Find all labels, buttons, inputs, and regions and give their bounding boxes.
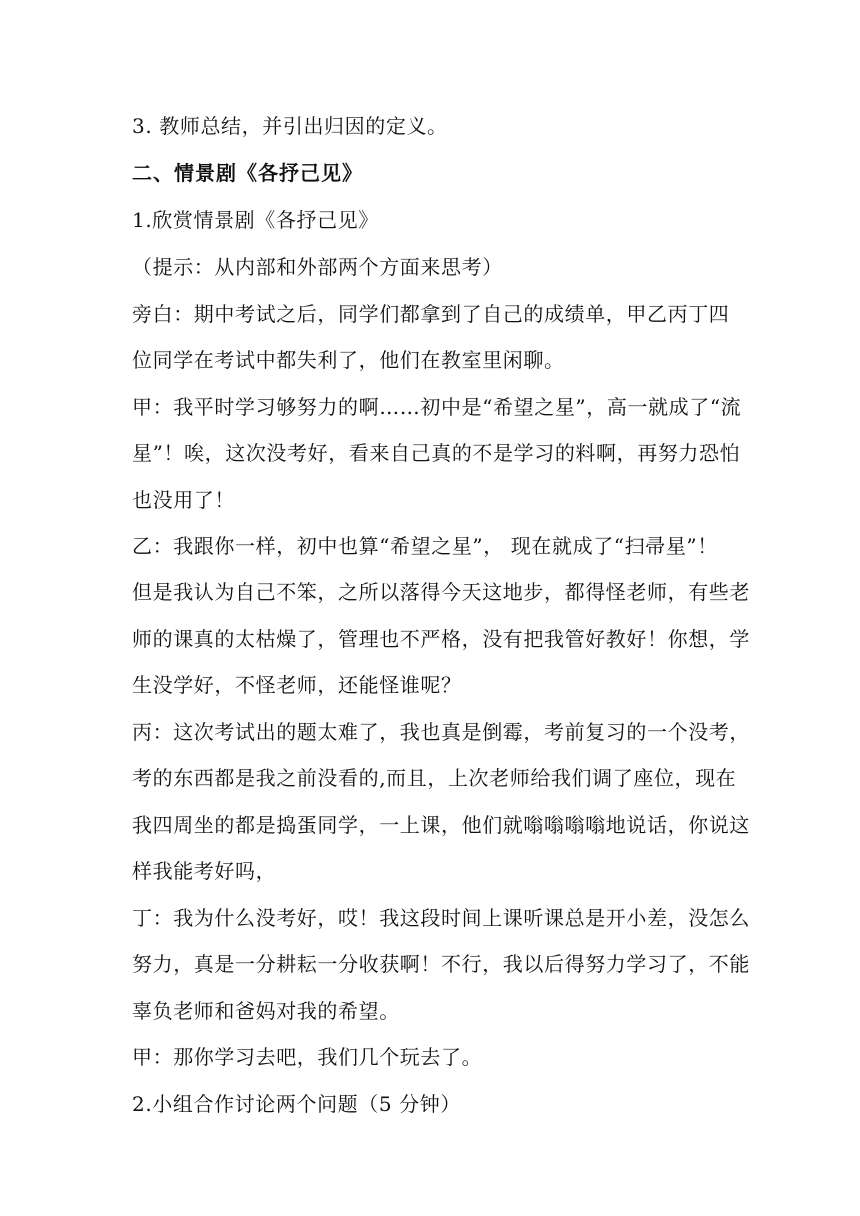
dialogue-jia-line-2: 星”！唉，这次没考好，看来自己真的不是学习的料啊，再努力恐怕	[132, 441, 741, 465]
discussion-step-line: 2.小组合作讨论两个问题（5 分钟）	[132, 1092, 461, 1116]
dialogue-ding-line-2: 努力，真是一分耕耘一分收获啊！不行，我以后得努力学习了，不能	[132, 952, 750, 976]
dialogue-yi-line-4: 生没学好，不怪老师，还能怪谁呢？	[132, 673, 462, 697]
dialogue-ding-line-1: 丁：我为什么没考好，哎！我这段时间上课听课总是开小差，没怎么	[132, 906, 750, 930]
dialogue-bing-line-3: 我四周坐的都是捣蛋同学，一上课，他们就嗡嗡嗡嗡地说话，你说这	[132, 813, 750, 837]
dialogue-yi-line-3: 师的课真的太枯燥了，管理也不严格，没有把我管好教好！你想，学	[132, 627, 750, 651]
dialogue-jia-line-3: 也没用了！	[132, 488, 235, 512]
section-heading: 二、情景剧《各抒己见》	[132, 161, 363, 185]
dialogue-yi-line-2: 但是我认为自己不笨，之所以落得今天这地步，都得怪老师，有些老	[132, 580, 750, 604]
dialogue-jia-final-line: 甲：那你学习去吧，我们几个玩去了。	[132, 1045, 483, 1069]
dialogue-bing-line-2: 考的东西都是我之前没看的,而且，上次老师给我们调了座位，现在	[132, 766, 737, 790]
dialogue-jia-line-1: 甲：我平时学习够努力的啊……初中是“希望之星”，高一就成了“流	[132, 395, 742, 419]
narration-line-2: 位同学在考试中都失利了，他们在教室里闲聊。	[132, 348, 565, 372]
dialogue-bing-line-1: 丙：这次考试出的题太难了，我也真是倒霉，考前复习的一个没考，	[132, 720, 750, 744]
narration-line-1: 旁白：期中考试之后，同学们都拿到了自己的成绩单，甲乙丙丁四	[132, 302, 730, 326]
activity-step-line: 1.欣赏情景剧《各抒己见》	[132, 208, 379, 232]
dialogue-ding-line-3: 辜负老师和爸妈对我的希望。	[132, 999, 400, 1023]
dialogue-bing-line-4: 样我能考好吗，	[132, 859, 277, 883]
summary-step-line: 3. 教师总结，并引出归因的定义。	[132, 114, 448, 138]
hint-line: （提示：从内部和外部两个方面来思考）	[132, 255, 503, 279]
dialogue-yi-line-1: 乙：我跟你一样，初中也算“希望之星”， 现在就成了“扫帚星”！	[132, 534, 718, 558]
